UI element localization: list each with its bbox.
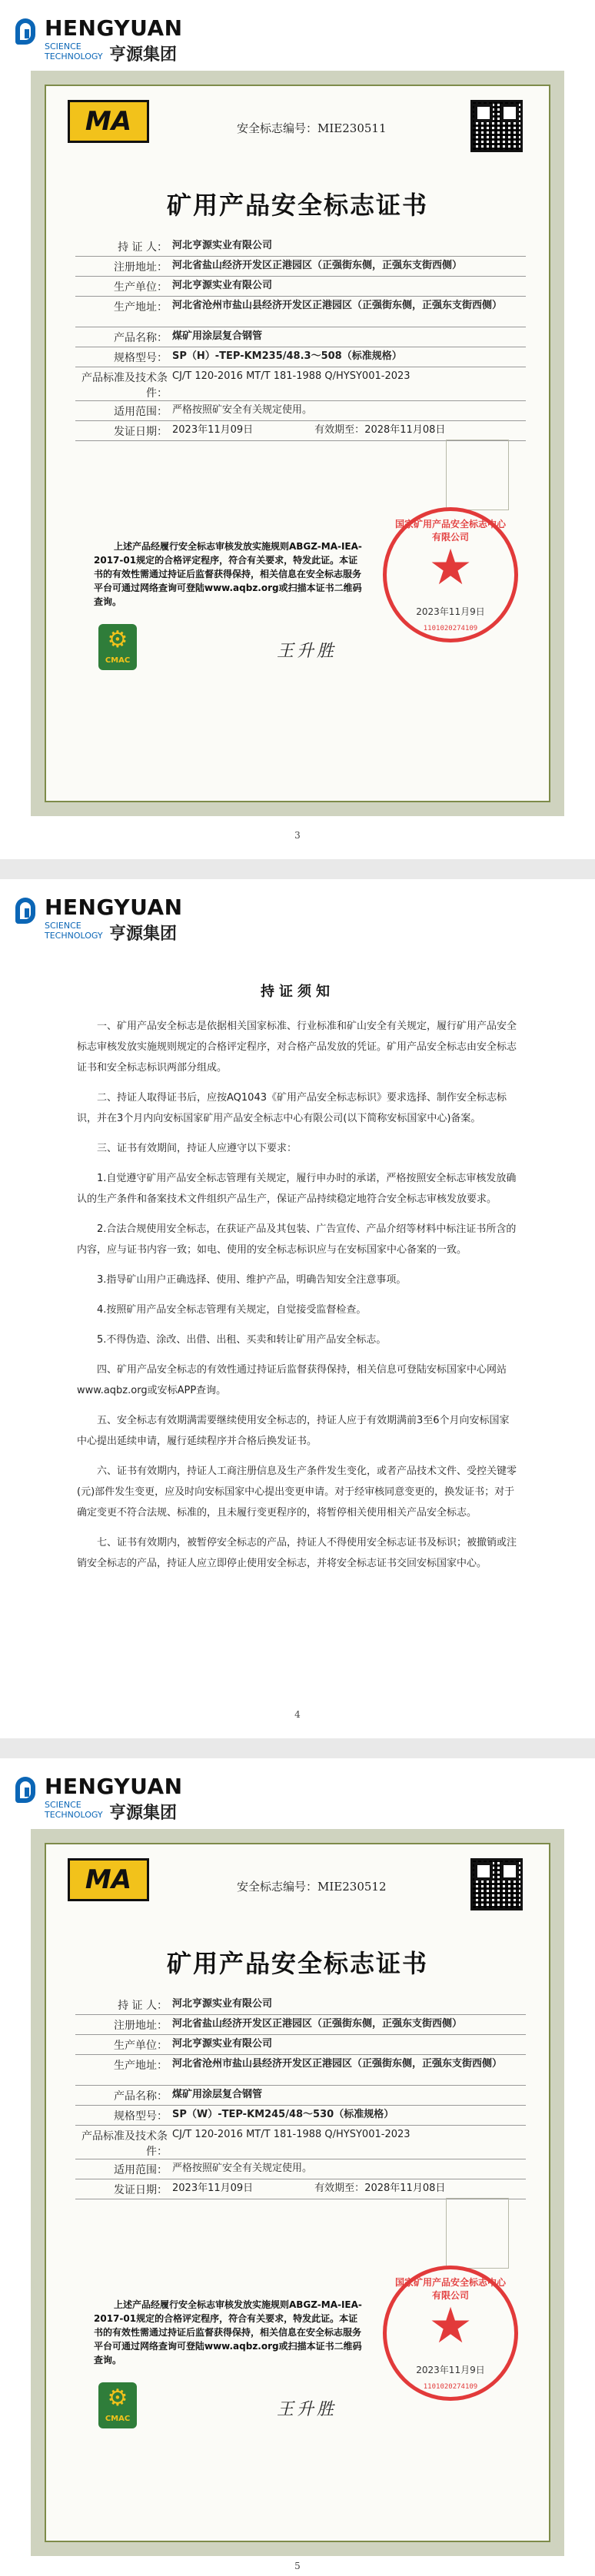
field-label: 规格型号：	[114, 2110, 168, 2123]
field-row	[75, 277, 526, 297]
notice-paragraph: 1.自觉遵守矿用产品安全标志管理有关规定，履行申办时的承诺，严格按照安全标志审核发放确认的生产条件和备案技术文件组织产品生产，保证产品持续稳定地符合安全标志审核发放要求。	[77, 1173, 517, 1205]
page-separator	[0, 1738, 595, 1758]
ma-badge: MA	[68, 100, 149, 143]
expiry-date: 2028年11月08日	[364, 2183, 446, 2194]
cmac-label: CMAC	[105, 2415, 131, 2423]
field-value: 煤矿用涂层复合钢管	[172, 330, 263, 342]
notice-paragraph: 六、证书有效期内，持证人工商注册信息及生产条件发生变化，或者产品技术文件、受控关键零(元)部件发生变更，应及时向安标国家中心提出变更申请。对于经审核同意变更的，换发证书；对于确定变更不符合法规、标准的，且未履行变更程序的，将暂停相关使用相关产品安全标志。	[77, 1466, 517, 1519]
logo-mark-icon	[15, 18, 35, 45]
field-value: SP（H）-TEP-KM235/48.3～508（标准规格）	[172, 350, 402, 362]
field-value: 严格按照矿安全有关规定使用。	[172, 404, 313, 416]
certificate-body	[45, 85, 550, 802]
field-label: 发证日期：	[114, 426, 168, 438]
notice-paragraph: 二、持证人取得证书后，应按AQ1043《矿用产品安全标志标识》要求选择、制作安全标志标识，并在3个月内向安标国家矿用产品安全标志中心有限公司(以下简称安标国家中心)备案。	[77, 1092, 507, 1124]
seal-code: 1101020274109	[423, 625, 478, 632]
notice-paragraph: 一、矿用产品安全标志是依据相关国家标准、行业标准和矿山安全有关规定，履行矿用产品安全标志审核发放实施规则规定的合格评定程序，对合格产品发放的凭证。矿用产品安全标志由安全标志证书和安全标志标识两部分组成。	[77, 1021, 517, 1074]
field-value: CJ/T 120-2016 MT/T 181-1988 Q/HYSY001-2023	[172, 370, 411, 382]
notice-paragraph: 3.指导矿山用户正确选择、使用、维护产品，明确告知安全注意事项。	[97, 1274, 407, 1286]
field-label: 产品名称：	[114, 332, 168, 344]
seal-ring-text: 国家矿用产品安全标志中心有限公司	[394, 2277, 506, 2301]
field-value: 河北省沧州市盐山县经济开发区正港园区（正强街东侧，正强东支街西侧）	[172, 2058, 503, 2070]
field-value: CJ/T 120-2016 MT/T 181-1988 Q/HYSY001-2023	[172, 2129, 411, 2140]
serial-number	[237, 120, 387, 136]
field-value	[172, 2182, 526, 2195]
field-label: 适用范围：	[114, 2164, 168, 2176]
field-row	[75, 2055, 526, 2086]
field-value: 河北省盐山经济开发区正港园区（正强街东侧，正强东支街西侧）	[172, 260, 463, 271]
logo-brand: HENGYUAN	[45, 15, 183, 41]
field-label: 发证日期：	[114, 2184, 168, 2196]
ma-badge: MA	[68, 1858, 149, 1901]
certificate-title: 矿用产品安全标志证书	[166, 191, 428, 220]
field-row	[75, 2106, 526, 2126]
certificate-title: 矿用产品安全标志证书	[166, 1949, 428, 1978]
field-label: 规格型号：	[114, 352, 168, 364]
field-row	[75, 2015, 526, 2035]
logo-mark-icon	[15, 1777, 35, 1803]
field-label: 生产地址：	[114, 2060, 168, 2072]
field-row	[75, 2126, 526, 2159]
logo-chinese-name: 亨源集团	[109, 45, 178, 65]
notice-paragraph: 5.不得伪造、涂改、出借、出租、买卖和转让矿用产品安全标志。	[97, 1334, 387, 1346]
field-row	[75, 2086, 526, 2106]
certificate-frame	[31, 1829, 564, 2556]
expiry-label: 有效期至：	[314, 2183, 365, 2194]
logo-sub-science: SCIENCE	[45, 41, 81, 51]
logo-sub-technology: TECHNOLOGY	[45, 51, 103, 61]
field-value: 河北省沧州市盐山县经济开发区正港园区（正强街东侧，正强东支街西侧）	[172, 300, 503, 311]
notice-body	[77, 1016, 518, 1583]
field-label: 适用范围：	[114, 406, 168, 418]
field-label: 生产单位：	[114, 2040, 168, 2052]
gear-icon: ⚙	[107, 2385, 128, 2412]
page-number: 3	[294, 830, 301, 841]
seal-star-icon: ★	[428, 2298, 473, 2355]
cmac-label: CMAC	[105, 656, 131, 665]
page-number: 4	[294, 1709, 301, 1720]
logo-mark-icon	[15, 898, 35, 924]
official-seal	[383, 2266, 518, 2401]
certificate-fields	[75, 237, 526, 441]
logo-brand: HENGYUAN	[45, 895, 183, 920]
field-value: 河北亨源实业有限公司	[172, 1998, 273, 2010]
field-row	[75, 347, 526, 367]
field-row	[75, 327, 526, 347]
signature	[277, 638, 337, 662]
notice-paragraph: 4.按照矿用产品安全标志管理有关规定，自觉接受监督检查。	[97, 1304, 367, 1316]
field-row	[75, 367, 526, 401]
notice-title: 持证须知	[261, 984, 334, 1000]
certificate-body	[45, 1843, 550, 2542]
field-row	[75, 237, 526, 257]
expiry-label: 有效期至：	[314, 424, 365, 436]
notice-paragraph: 四、矿用产品安全标志的有效性通过持证后监督获得保持，相关信息可登陆安标国家中心网站www.aqbz.org或安标APP查询。	[77, 1364, 507, 1396]
notice-paragraph: 七、证书有效期内，被暂停安全标志的产品，持证人不得使用安全标志证书及标识；被撤销或注销安全标志的产品，持证人应立即停止使用安全标志，并将安全标志证书交回安标国家中心。	[77, 1537, 517, 1569]
field-row	[75, 2035, 526, 2055]
logo-sub-technology: TECHNOLOGY	[45, 1810, 103, 1820]
page-separator	[0, 859, 595, 879]
logo-brand: HENGYUAN	[45, 1774, 183, 1799]
cmac-logo	[98, 624, 137, 670]
signature-handwriting: 王升胜	[277, 2400, 337, 2419]
field-row	[75, 1995, 526, 2015]
qr-code-icon	[470, 100, 523, 152]
field-label: 生产单位：	[114, 281, 168, 294]
field-row	[75, 2179, 526, 2199]
field-label: 持 证 人：	[118, 2000, 168, 2012]
seal-date: 2023年11月9日	[416, 606, 485, 617]
serial-value: MIE230511	[317, 121, 387, 135]
field-value: 严格按照矿安全有关规定使用。	[172, 2163, 313, 2174]
expiry-date: 2028年11月08日	[364, 424, 446, 436]
serial-label: 安全标志编号：	[237, 121, 318, 135]
signature-handwriting: 王升胜	[277, 642, 337, 661]
certificate-fields	[75, 1995, 526, 2199]
field-row	[75, 401, 526, 421]
issue-date: 2023年11月09日	[172, 424, 254, 436]
field-label: 注册地址：	[114, 261, 168, 274]
logo-chinese-name: 亨源集团	[109, 1803, 178, 1823]
logo-sub-technology: TECHNOLOGY	[45, 931, 103, 941]
cmac-logo	[98, 2382, 137, 2428]
field-value	[172, 423, 526, 437]
field-value: SP（W）-TEP-KM245/48～530（标准规格）	[172, 2109, 394, 2120]
certificate-frame	[31, 71, 564, 816]
field-label: 生产地址：	[114, 301, 168, 314]
notice-paragraph: 五、安全标志有效期满需要继续使用安全标志的，持证人应于有效期满前3至6个月向安标国家中心提出延续申请，履行延续程序并合格后换发证书。	[77, 1415, 510, 1447]
notice-page	[0, 879, 595, 1738]
field-label: 产品标准及技术条件：	[81, 2130, 168, 2158]
field-label: 注册地址：	[114, 2020, 168, 2032]
logo-sub-science: SCIENCE	[45, 1800, 81, 1810]
field-label: 产品标准及技术条件：	[81, 372, 168, 400]
field-row	[75, 297, 526, 327]
seal-star-icon: ★	[428, 539, 473, 596]
field-value: 河北亨源实业有限公司	[172, 2038, 273, 2050]
field-label: 持 证 人：	[118, 241, 168, 254]
seal-date: 2023年11月9日	[416, 2365, 485, 2375]
logo-sub-science: SCIENCE	[45, 921, 81, 931]
certificate-statement: 上述产品经履行安全标志审核发放实施规则ABGZ-MA-IEA-2017-01规定的合格评定程序，符合有关要求，特发此证。本证书的有效性需通过持证后监督获得保持，相关信息在安全标志服务平台可通过网络查询可登陆www.aqbz.org或扫描本证书二维码查询。	[94, 2299, 362, 2365]
official-seal	[383, 507, 518, 642]
serial-label: 安全标志编号：	[237, 1880, 318, 1894]
notice-paragraph: 2.合法合规使用安全标志，在获证产品及其包装、广告宣传、产品介绍等材料中标注证书所含的内容，应与证书内容一致；如电、使用的安全标志标识应与在安标国家中心备案的一致。	[77, 1223, 517, 1256]
serial-number	[237, 1878, 387, 1894]
photo-frame	[446, 2198, 509, 2269]
qr-code-icon	[470, 1858, 523, 1910]
field-row	[75, 2159, 526, 2179]
field-value: 河北亨源实业有限公司	[172, 240, 273, 251]
field-value: 河北亨源实业有限公司	[172, 280, 273, 291]
field-value: 河北省盐山经济开发区正港园区（正强街东侧，正强东支街西侧）	[172, 2018, 463, 2030]
photo-frame	[446, 440, 509, 510]
field-row	[75, 421, 526, 441]
seal-code: 1101020274109	[423, 2383, 478, 2391]
issue-date: 2023年11月09日	[172, 2183, 254, 2194]
page-number: 5	[294, 2561, 301, 2571]
seal-ring-text: 国家矿用产品安全标志中心有限公司	[394, 519, 506, 543]
notice-paragraph: 三、证书有效期间，持证人应遵守以下要求：	[97, 1143, 298, 1154]
field-value: 煤矿用涂层复合钢管	[172, 2089, 263, 2100]
certificate-statement: 上述产品经履行安全标志审核发放实施规则ABGZ-MA-IEA-2017-01规定的合格评定程序，符合有关要求，特发此证。本证书的有效性需通过持证后监督获得保持，相关信息在安全标志服务平台可通过网络查询可登陆www.aqbz.org或扫描本证书二维码查询。	[94, 541, 362, 607]
gear-icon: ⚙	[107, 626, 128, 653]
certificate-page-1	[0, 0, 595, 859]
field-row	[75, 257, 526, 277]
logo-chinese-name: 亨源集团	[109, 924, 178, 944]
certificate-page-2	[0, 1758, 595, 2576]
field-label: 产品名称：	[114, 2090, 168, 2103]
signature	[277, 2396, 337, 2420]
serial-value: MIE230512	[317, 1880, 387, 1894]
